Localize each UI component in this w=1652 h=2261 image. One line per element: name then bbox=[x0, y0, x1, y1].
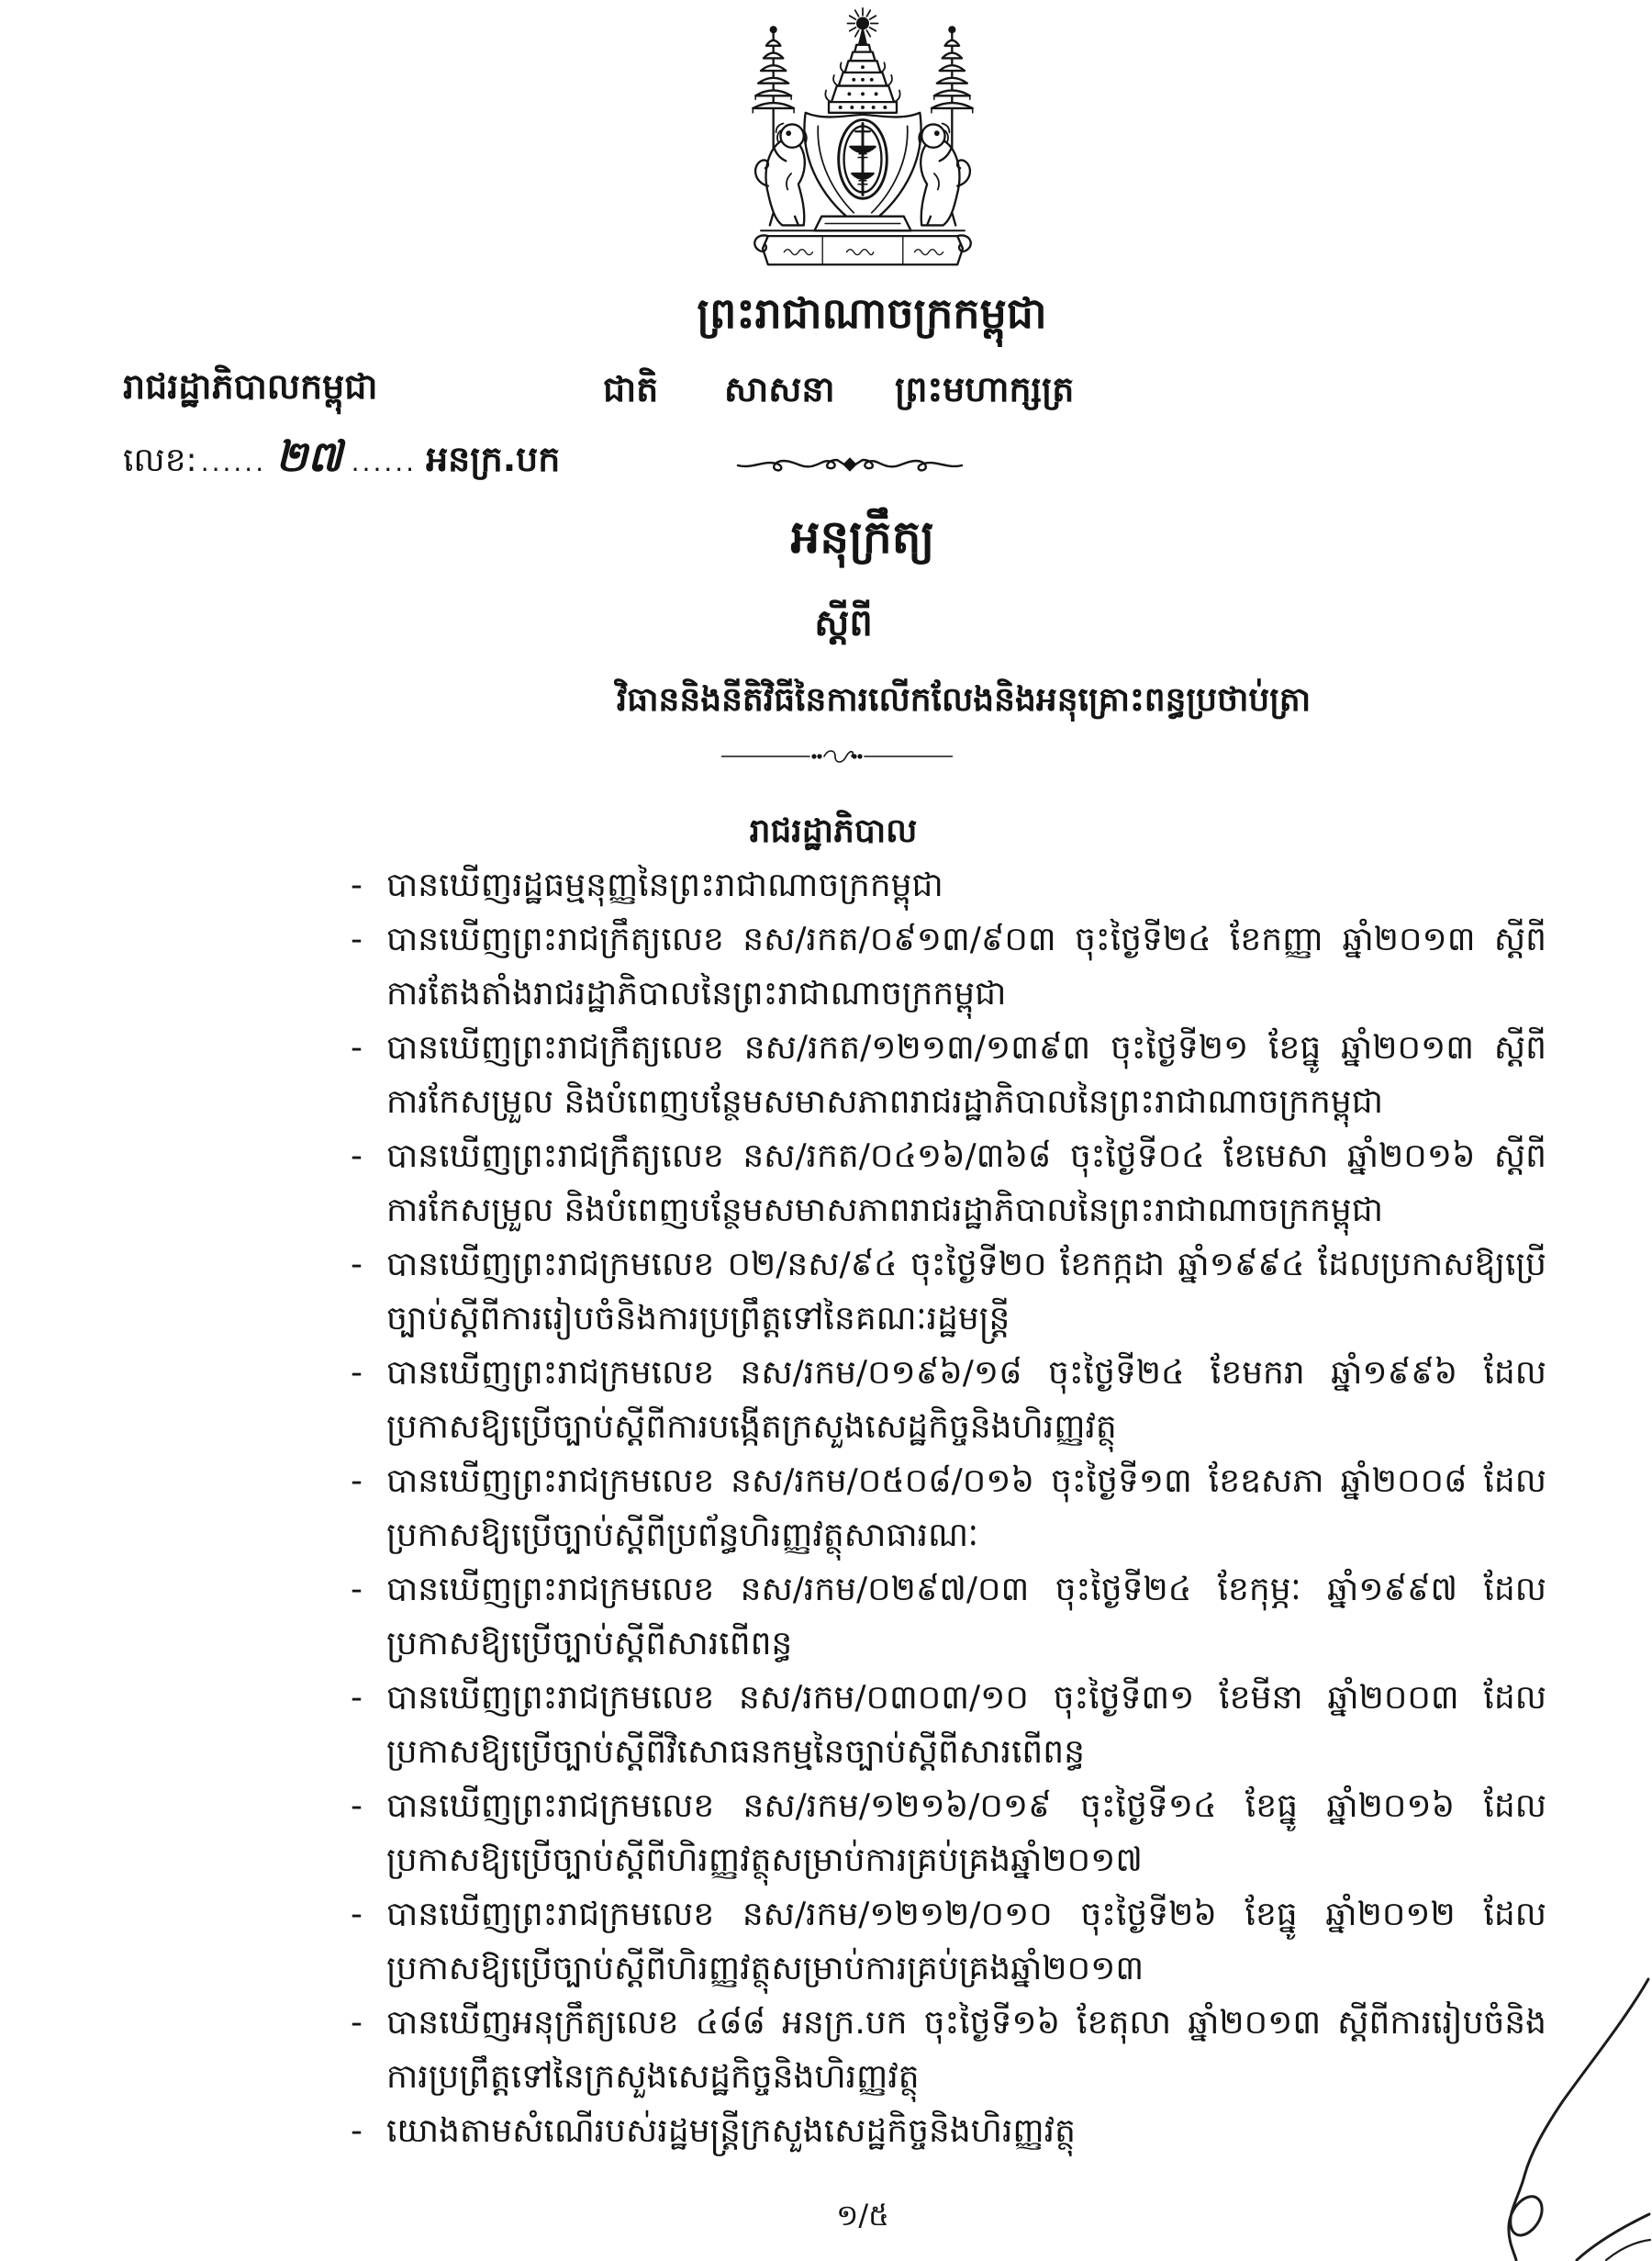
preamble-item bbox=[351, 1562, 1546, 1671]
preamble-item bbox=[351, 1129, 1546, 1237]
preamble-item-text: យោងតាមសំណើរបស់រដ្ឋមន្ត្រីក្រសួងសេដ្ឋកិច្ចនិងហិរញ្ញវត្ថុ bbox=[386, 2112, 1076, 2150]
preamble-item-text: បានឃើញព្រះរាជក្រមលេខ នស/រកម/០៥០៨/០១៦ ចុះថ្ងៃទី១៣ ខែឧសភា ឆ្នាំ២០០៨ ដែលប្រកាសឱ្យប្រើច្បាប់ស្តីពីប្រព័ន្ធហិរញ្ញវត្ថុសាធារណៈ bbox=[386, 1462, 1546, 1554]
preamble-item-text: បានឃើញព្រះរាជក្រឹត្យលេខ នស/រកត/០៤១៦/៣៦៨ ចុះថ្ងៃទី០៤ ខែមេសា ឆ្នាំ២០១៦ ស្តីពីការកែសម្រួល និងបំពេញបន្ថែមសមាសភាពរាជរដ្ឋាភិបាលនៃព្រះរាជាណាចក្រកម្ពុជា bbox=[386, 1137, 1546, 1229]
signature-mark bbox=[1468, 1974, 1652, 2261]
document-on-label: ស្តីពី bbox=[814, 601, 873, 644]
preamble-item bbox=[351, 912, 1546, 1021]
reference-leader: ...... bbox=[200, 447, 267, 477]
reference-handwritten-number: ២៧ bbox=[275, 431, 342, 481]
section-divider bbox=[721, 745, 953, 767]
preamble-item bbox=[351, 1237, 1546, 1346]
motto-word-nation: ជាតិ bbox=[603, 368, 659, 409]
preamble-item-text: បានឃើញព្រះរាជក្រមលេខ នស/រកម/០២៩៧/០៣ ចុះថ្ងៃទី២៤ ខែកុម្ភៈ ឆ្នាំ១៩៩៧ ដែលប្រកាសឱ្យប្រើច្បាប់ស្តីពីសារពើពន្ធ bbox=[386, 1571, 1546, 1662]
preamble-list bbox=[351, 858, 1546, 2162]
preamble-item-text: បានឃើញព្រះរាជក្រមលេខ នស/រកម/១២១២/០១០ ចុះថ្ងៃទី២៦ ខែធ្នូ ឆ្នាំ២០១២ ដែលប្រកាសឱ្យប្រើច្បាប់ស្តីពីហិរញ្ញវត្ថុសម្រាប់ការគ្រប់គ្រងឆ្នាំ២០១៣ bbox=[386, 1896, 1546, 1987]
preamble-item-text: បានឃើញព្រះរាជក្រមលេខ ០២/នស/៩៤ ចុះថ្ងៃទី២០ ខែកក្កដា ឆ្នាំ១៩៩៤ ដែលប្រកាសឱ្យប្រើច្បាប់ស្តីពីការរៀបចំនិងការប្រព្រឹត្តទៅនៃគណៈរដ្ឋមន្ត្រី bbox=[386, 1246, 1546, 1338]
preamble-item-text: បានឃើញព្រះរាជក្រឹត្យលេខ នស/រកត/១២១៣/១៣៩៣ ចុះថ្ងៃទី២១ ខែធ្នូ ឆ្នាំ២០១៣ ស្តីពីការកែសម្រួល និងបំពេញបន្ថែមសមាសភាពរាជរដ្ឋាភិបាលនៃព្រះរាជាណាចក្រកម្ពុជា bbox=[386, 1029, 1546, 1121]
bullet-dash: - bbox=[351, 2004, 363, 2042]
preamble-item bbox=[351, 1671, 1546, 1779]
preamble-item-text: បានឃើញព្រះរាជក្រឹត្យលេខ នស/រកត/០៩១៣/៩០៣ ចុះថ្ងៃទី២៤ ខែកញ្ញា ឆ្នាំ២០១៣ ស្តីពីការតែងតាំងរាជរដ្ឋាភិបាលនៃព្រះរាជាណាចក្រកម្ពុជា bbox=[386, 921, 1546, 1013]
preamble-item bbox=[351, 1021, 1546, 1129]
bullet-dash: - bbox=[351, 1896, 363, 1933]
kingdom-title: ព្រះរាជាណាចក្រកម្ពុជា bbox=[697, 288, 1047, 338]
bullet-dash: - bbox=[351, 1787, 363, 1825]
reference-label: លេខ: bbox=[123, 442, 197, 479]
preamble-item bbox=[351, 1779, 1546, 1887]
preamble-item bbox=[351, 1996, 1546, 2104]
preamble-item-text: បានឃើញរដ្ឋធម្មនុញ្ញនៃព្រះរាជាណាចក្រកម្ពុជា bbox=[386, 867, 943, 904]
reference-number bbox=[123, 427, 560, 486]
national-motto bbox=[0, 362, 1652, 417]
bullet-dash: - bbox=[351, 2112, 363, 2150]
bullet-dash: - bbox=[351, 1571, 363, 1608]
document-type: អនុក្រឹត្យ bbox=[790, 509, 935, 564]
preamble-item bbox=[351, 2104, 1546, 2158]
bullet-dash: - bbox=[351, 1029, 363, 1067]
bullet-dash: - bbox=[351, 1354, 363, 1392]
preamble-item-text: បានឃើញព្រះរាជក្រមលេខ នស/រកម/១២១៦/០១៩ ចុះថ្ងៃទី១៤ ខែធ្នូ ឆ្នាំ២០១៦ ដែលប្រកាសឱ្យប្រើច្បាប់ស្តីពីហិរញ្ញវត្ថុសម្រាប់ការគ្រប់គ្រងឆ្នាំ២០១៧ bbox=[386, 1787, 1546, 1879]
preamble-item bbox=[351, 1454, 1546, 1562]
reference-leader: ...... bbox=[351, 447, 418, 477]
motto-word-religion: សាសនា bbox=[724, 368, 835, 409]
preamble-item-text: បានឃើញព្រះរាជក្រមលេខ នស/រកម/០៣០៣/១០ ចុះថ្ងៃទី៣១ ខែមីនា ឆ្នាំ២០០៣ ដែលប្រកាសឱ្យប្រើច្បាប់ស្តីពីវិសោធនកម្មនៃច្បាប់ស្តីពីសារពើពន្ធ bbox=[386, 1679, 1546, 1771]
enacting-authority: រាជរដ្ឋាភិបាល bbox=[749, 811, 918, 850]
issuing-government: រាជរដ្ឋាភិបាលកម្ពុជា bbox=[123, 365, 378, 407]
bullet-dash: - bbox=[351, 1679, 363, 1717]
bullet-dash: - bbox=[351, 1137, 363, 1175]
preamble-item bbox=[351, 858, 1546, 912]
bullet-dash: - bbox=[351, 867, 363, 904]
reference-suffix: អនក្រ.បក bbox=[426, 439, 561, 479]
preamble-item bbox=[351, 1346, 1546, 1454]
bullet-dash: - bbox=[351, 1246, 363, 1283]
bullet-dash: - bbox=[351, 921, 363, 958]
bullet-dash: - bbox=[351, 1462, 363, 1500]
ornament-divider bbox=[736, 452, 964, 477]
preamble-item-text: បានឃើញព្រះរាជក្រមលេខ នស/រកម/០១៩៦/១៨ ចុះថ្ងៃទី២៤ ខែមករា ឆ្នាំ១៩៩៦ ដែលប្រកាសឱ្យប្រើច្បាប់ស្តីពីការបង្កើតក្រសួងសេដ្ឋកិច្ចនិងហិរញ្ញវត្ថុ bbox=[386, 1354, 1546, 1446]
royal-emblem bbox=[729, 6, 997, 274]
preamble-item-text: បានឃើញអនុក្រឹត្យលេខ ៤៨៨ អនក្រ.បក ចុះថ្ងៃទី១៦ ខែតុលា ឆ្នាំ២០១៣ ស្តីពីការរៀបចំនិងការប្រព្រឹត្តទៅនៃក្រសួងសេដ្ឋកិច្ចនិងហិរញ្ញវត្ថុ bbox=[386, 2004, 1546, 2096]
page-number: ១/៥ bbox=[836, 2198, 889, 2233]
preamble-item bbox=[351, 1887, 1546, 1996]
motto-word-king: ព្រះមហាក្សត្រ bbox=[895, 368, 1075, 409]
document-subject: វិធាននិងនីតិវិធីនៃការលើកលែងនិងអនុគ្រោះពន្ធប្រថាប់ត្រា bbox=[616, 680, 1312, 719]
